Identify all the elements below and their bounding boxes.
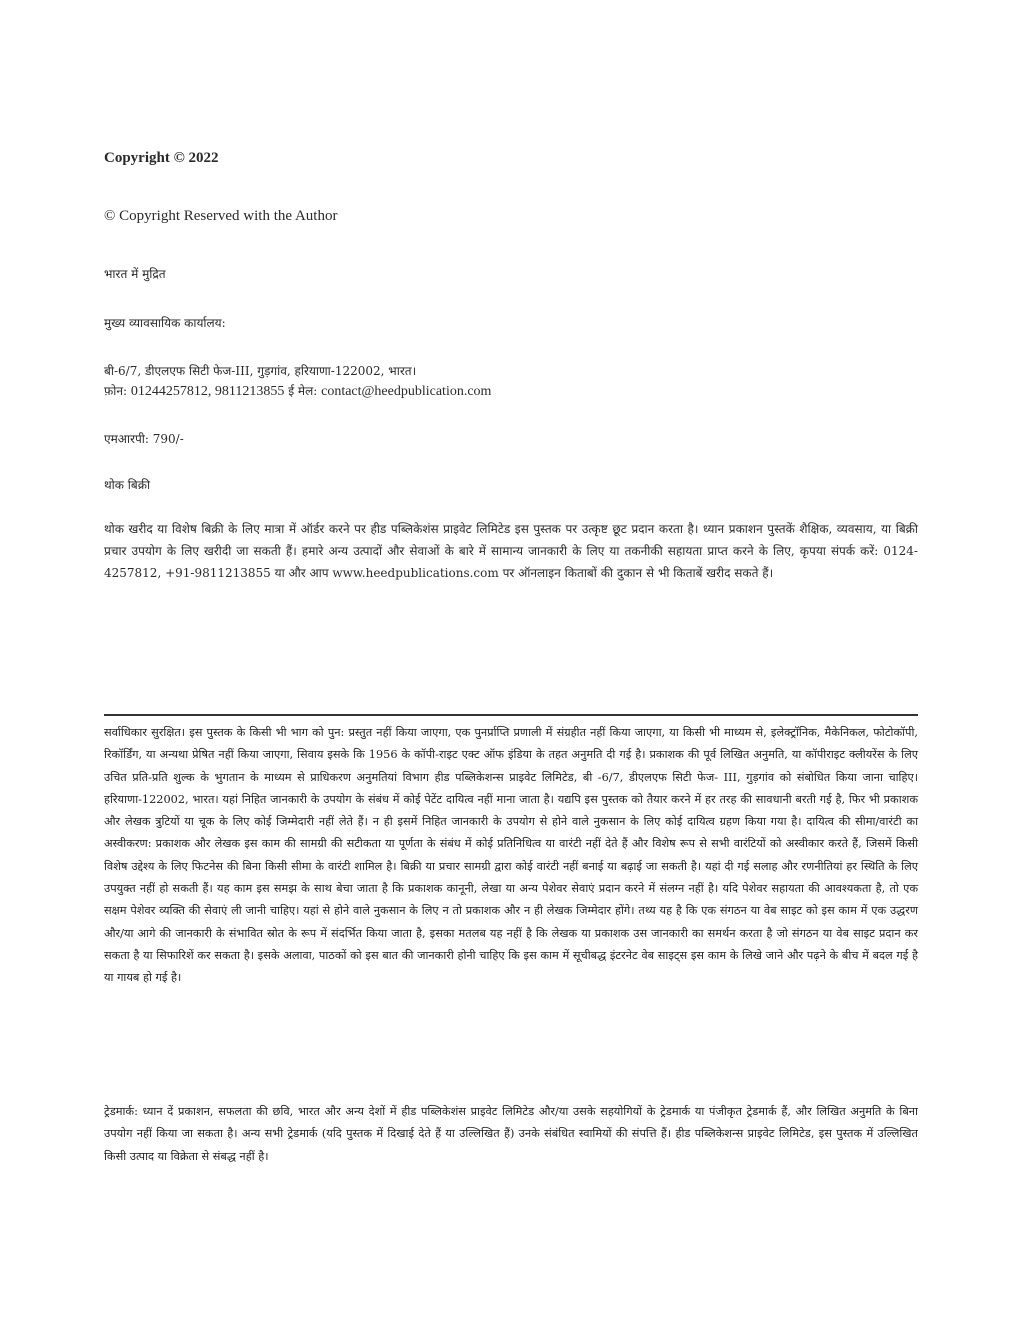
bulk-sales-heading: थोक बिक्री (104, 478, 151, 492)
mrp-line: एमआरपी: 790/- (104, 432, 184, 446)
bulk-sales-paragraph: थोक खरीद या विशेष बिक्री के लिए मात्रा में ऑर्डर करने पर हीड पब्लिकेशंस प्राइवेट लिमिटेड इस पुस्तक पर उत्कृष्ट छूट प्रदान करता है। ध्यान प्रकाशन पुस्तकें शैक्षिक, व्यवसाय, या बिक्री प्रचार उपयोग के लिए खरीदी जा सकती हैं। हमारे अन्य उत्पादों और सेवाओं के बारे में सामान्य जानकारी के लिए या तकनीकी सहायता प्राप्त करने के लिए, कृपया संपर्क करें: 0124-4257812, +91-9811213855 या और आप www.heedpublications.com पर ऑनलाइन किताबों की दुकान से भी किताबें खरीद सकते हैं। (104, 522, 918, 580)
rights-reserved-paragraph: सर्वाधिकार सुरक्षित। इस पुस्तक के किसी भी भाग को पुन: प्रस्तुत नहीं किया जाएगा, एक पुनर्प्राप्ति प्रणाली में संग्रहीत नहीं किया जाएगा, या किसी भी माध्यम से, इलेक्ट्रॉनिक, मैकेनिकल, फोटोकॉपी, रिकॉर्डिंग, या अन्यथा प्रेषित नहीं किया जाएगा, सिवाय इसके कि 1956 के कॉपी-राइट एक्ट ऑफ इंडिया के तहत अनुमति दी गई है। प्रकाशक की पूर्व लिखित अनुमति, या कॉपीराइट क्लीयरेंस के लिए उचित प्रति-प्रति शुल्क के भुगतान के माध्यम से प्राधिकरण अनुमतियां विभाग हीड पब्लिकेशन्स प्राइवेट लिमिटेड, बी -6/7, डीएलएफ सिटी फेज- III, गुड़गांव को संबोधित किया जाना चाहिए। हरियाणा-122002, भारत। यहां निहित जानकारी के उपयोग के संबंध में कोई पेटेंट दायित्व नहीं माना जाता है। यद्यपि इस पुस्तक को तैयार करने में हर तरह की सावधानी बरती गई है, फिर भी प्रकाशक और लेखक त्रुटियों या चूक के लिए कोई जिम्मेदारी नहीं लेते हैं। न ही इसमें निहित जानकारी के उपयोग से होने वाले नुकसान के लिए कोई दायित्व ग्रहण किया गया है। दायित्व की सीमा/वारंटी का अस्वीकरण: प्रकाशक और लेखक इस काम की सामग्री की सटीकता या पूर्णता के संबंध में कोई प्रतिनिधित्व या वारंटी नहीं देते हैं और विशेष रूप से सभी वारंटियों को अस्वीकार करते हैं, जिसमें किसी विशेष उद्देश्य के लिए फिटनेस की बिना किसी सीमा के वारंटी शामिल है। बिक्री या प्रचार सामग्री द्वारा कोई वारंटी नहीं बनाई या बढ़ाई जा सकती है। यहां दी गई सलाह और रणनीतियां हर स्थिति के लिए उपयुक्त नहीं हो सकती हैं। यह काम इस समझ के साथ बेचा जाता है कि प्रकाशक कानूनी, लेखा या अन्य पेशेवर सेवाएं प्रदान करने में संलग्न नहीं है। यदि पेशेवर सहायता की आवश्यकता है, तो एक सक्षम पेशेवर व्यक्ति की सेवाएं ली जानी चाहिए। यहां से होने वाले नुकसान के लिए न तो प्रकाशक और न ही लेखक जिम्मेदार होंगे। तथ्य यह है कि एक संगठन या वेब साइट को इस काम में एक उद्धरण और/या आगे की जानकारी के संभावित स्रोत के रूप में संदर्भित किया जाता है, इसका मतलब यह नहीं है कि लेखक या प्रकाशक उस जानकारी का समर्थन करता है जो संगठन या वेब साइट प्रदान कर सकता है या सिफारिशें कर सकता है। इसके अलावा, पाठकों को इस बात की जानकारी होनी चाहिए कि इस काम में सूचीबद्ध इंटरनेट वेब साइट्स इस काम के लिखे जाने और पढ़ने के बीच में बदल गई है या गायब हो गई है। (104, 726, 918, 985)
copyright-page (104, 0, 918, 1320)
section-divider (104, 714, 918, 716)
phone-numbers: 01244257812, 9811213855 (130, 384, 285, 399)
contact-line (104, 382, 918, 400)
printed-in-line: भारत में मुद्रित (104, 267, 166, 281)
email-address: contact@heedpublication.com (321, 384, 492, 399)
head-office-label: मुख्य व्यावसायिक कार्यालय: (104, 316, 226, 330)
office-address: बी-6/7, डीएलएफ सिटी फेज-III, गुड़गांव, हरियाणा-122002, भारत। (104, 364, 417, 378)
trademark-paragraph: ट्रेडमार्क: ध्यान दें प्रकाशन, सफलता की छवि, भारत और अन्य देशों में हीड पब्लिकेशंस प्राइवेट लिमिटेड और/या उसके सहयोगियों के ट्रेडमार्क या पंजीकृत ट्रेडमार्क हैं, और लिखित अनुमति के बिना उपयोग नहीं किया जा सकता है। अन्य सभी ट्रेडमार्क (यदि पुस्तक में दिखाई देते हैं या उल्लिखित हैं) उनके संबंधित स्वामियों की संपत्ति हैं। हीड पब्लिकेशन्स प्राइवेट लिमिटेड, इस पुस्तक में उल्लिखित किसी उत्पाद या विक्रेता से संबद्ध नहीं है। (104, 1105, 918, 1163)
email-label: ई मेल: (288, 384, 318, 398)
phone-label: फ़ोन: (104, 384, 128, 398)
copyright-reserved-line: © Copyright Reserved with the Author (104, 208, 338, 224)
copyright-title: Copyright © 2022 (104, 150, 219, 166)
